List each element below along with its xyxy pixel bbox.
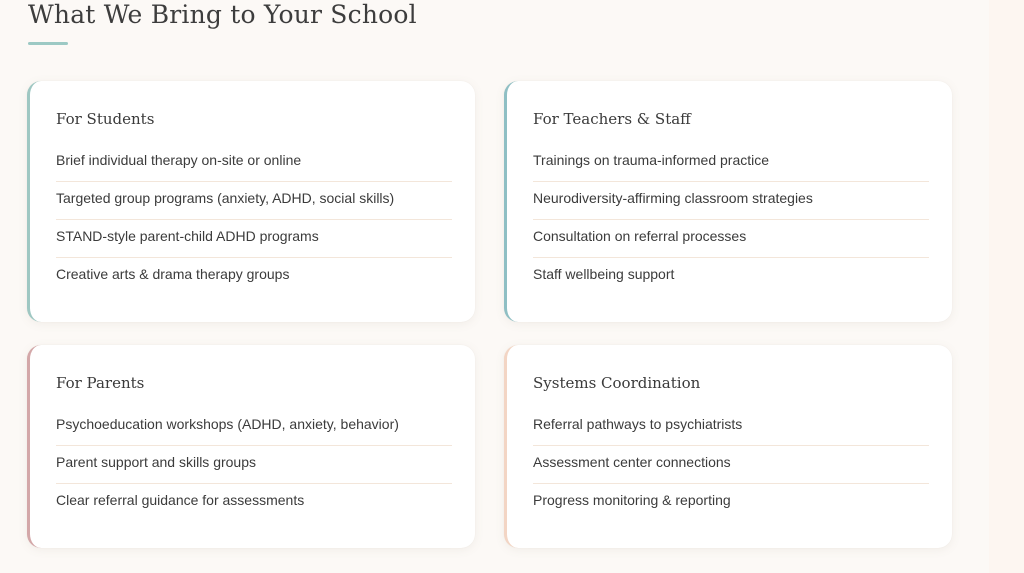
card-systems-coordination <box>504 345 952 548</box>
list-item: Referral pathways to psychiatrists <box>533 408 929 446</box>
card-list <box>56 408 452 522</box>
section-title-underline <box>28 42 68 45</box>
card-list <box>56 144 452 296</box>
card-title: For Teachers & Staff <box>533 110 691 128</box>
list-item: Psychoeducation workshops (ADHD, anxiety, behavior) <box>56 408 452 446</box>
list-item: Brief individual therapy on-site or online <box>56 144 452 182</box>
list-item: Creative arts & drama therapy groups <box>56 266 290 282</box>
page-edge-strip <box>989 0 1024 573</box>
card-list <box>533 144 929 296</box>
list-item: Trainings on trauma-informed practice <box>533 144 929 182</box>
list-item: Progress monitoring & reporting <box>533 492 731 508</box>
list-item: Staff wellbeing support <box>533 266 675 282</box>
card-title: For Students <box>56 110 155 128</box>
list-item: Clear referral guidance for assessments <box>56 492 305 508</box>
card-for-students <box>27 81 475 322</box>
section-title: What We Bring to Your School <box>28 0 417 29</box>
list-item: STAND-style parent-child ADHD programs <box>56 220 452 258</box>
list-item: Parent support and skills groups <box>56 446 452 484</box>
card-for-parents <box>27 345 475 548</box>
card-list <box>533 408 929 522</box>
list-item: Consultation on referral processes <box>533 220 929 258</box>
card-title: Systems Coordination <box>533 374 701 392</box>
card-title: For Parents <box>56 374 145 392</box>
list-item: Targeted group programs (anxiety, ADHD, social skills) <box>56 182 452 220</box>
list-item: Assessment center connections <box>533 446 929 484</box>
card-for-teachers-staff <box>504 81 952 322</box>
list-item: Neurodiversity-affirming classroom strategies <box>533 182 929 220</box>
